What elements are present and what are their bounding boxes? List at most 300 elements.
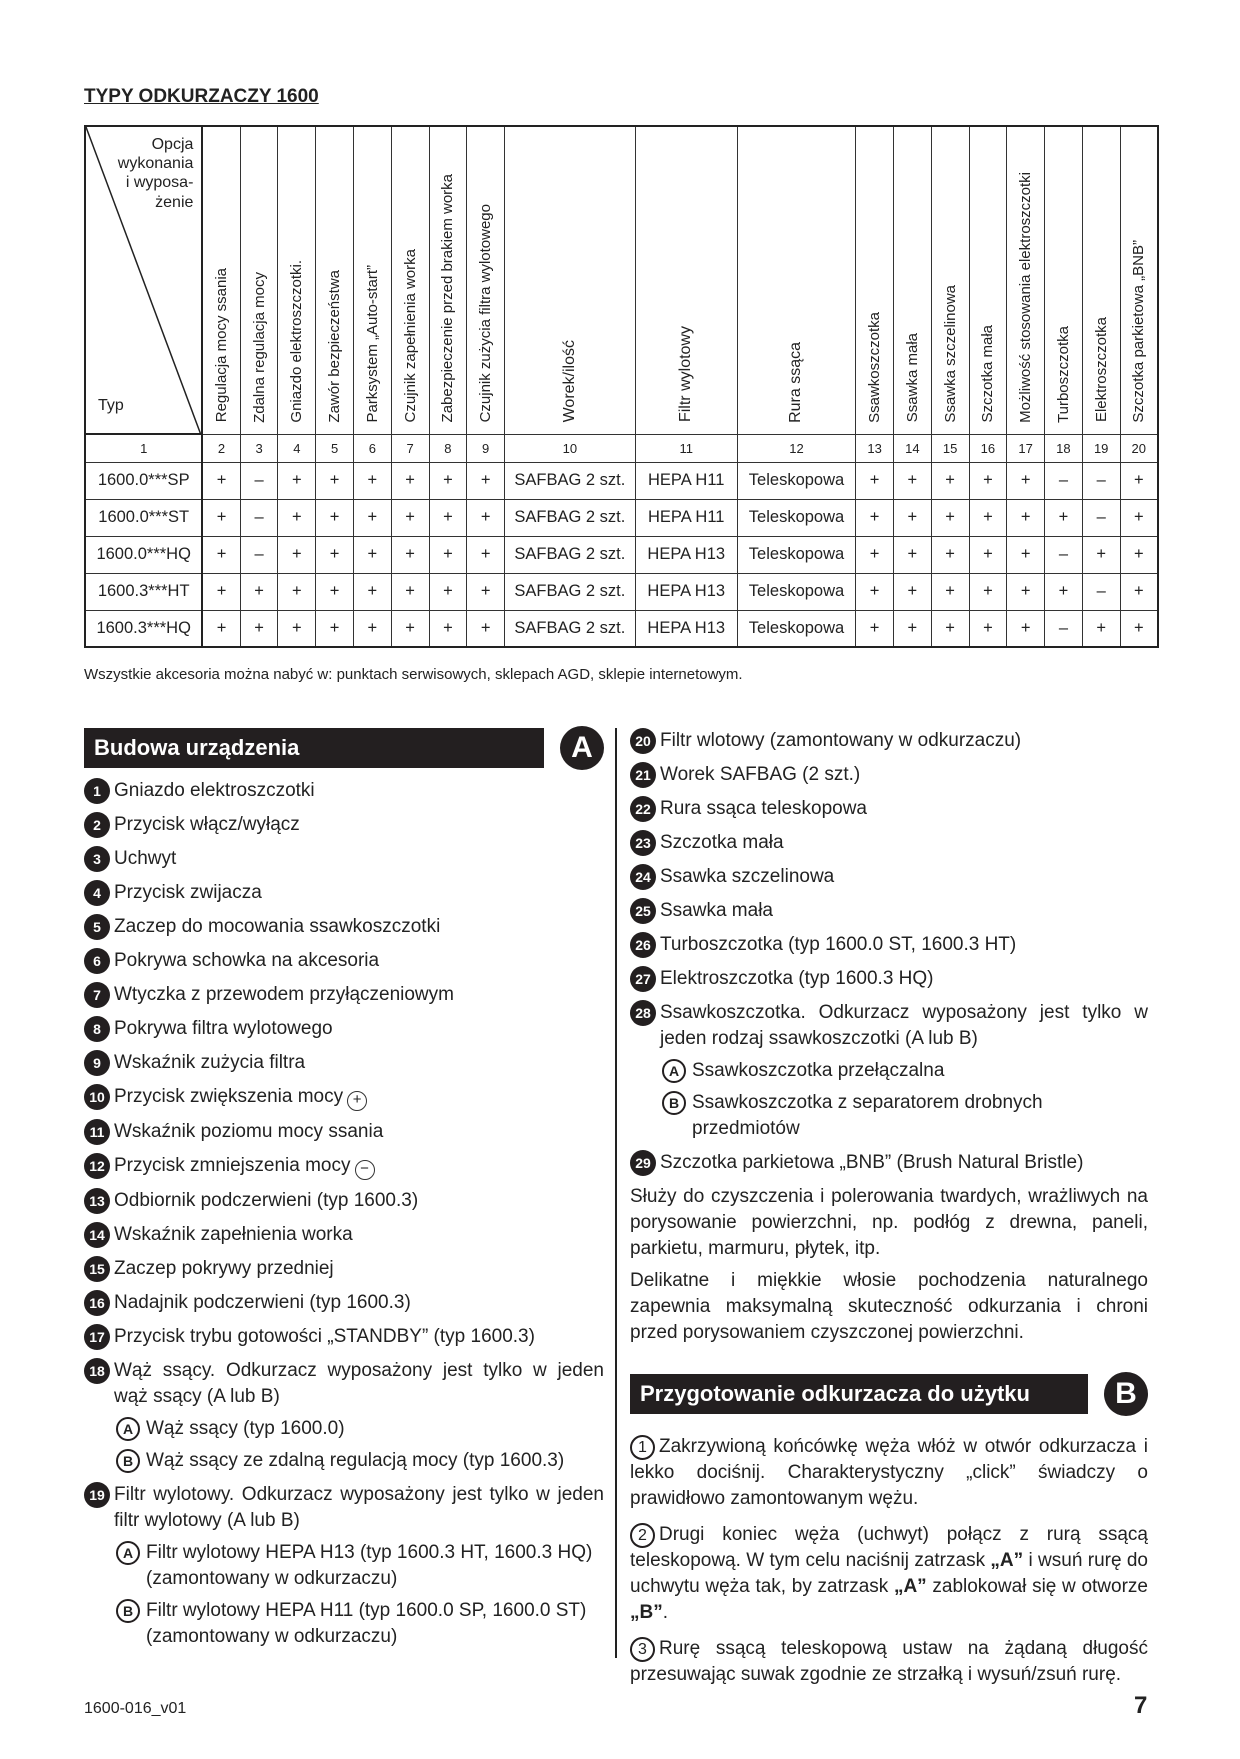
column-header-label: Rura ssąca xyxy=(787,341,805,423)
part-item xyxy=(630,932,1148,958)
part-number-badge: 29 xyxy=(630,1150,656,1176)
part-item xyxy=(84,880,604,906)
table-cell: + xyxy=(1120,573,1158,610)
table-cell: + xyxy=(316,499,354,536)
step-3 xyxy=(630,1636,1148,1688)
column-number: 12 xyxy=(737,434,855,462)
part-item xyxy=(630,864,1148,890)
part-label-text: Elektroszczotka (typ 1600.3 HQ) xyxy=(660,968,934,989)
column-header xyxy=(893,126,931,434)
part-number-badge: 17 xyxy=(84,1324,110,1350)
part-label-text: Wskaźnik zapełnienia worka xyxy=(114,1224,353,1245)
column-number: 6 xyxy=(353,434,391,462)
table-cell: + xyxy=(931,610,969,647)
part-number-badge: 3 xyxy=(84,846,110,872)
table-cell: – xyxy=(1082,573,1120,610)
table-cell: HEPA H13 xyxy=(635,573,737,610)
part-label-text: Wskaźnik poziomu mocy ssania xyxy=(114,1121,384,1142)
part-label-text: Filtr wylotowy. Odkurzacz wyposażony jest tylko w jeden filtr wylotowy (A lub B) xyxy=(114,1484,604,1531)
table-cell: + xyxy=(931,499,969,536)
column-header xyxy=(1120,126,1158,434)
table-cell: + xyxy=(467,573,505,610)
table-cell: + xyxy=(353,499,391,536)
table-cell: – xyxy=(240,462,278,499)
section-b-title: Przygotowanie odkurzacza do użytku xyxy=(630,1374,1088,1414)
table-cell: + xyxy=(202,610,240,647)
table-row xyxy=(85,536,1158,573)
part-label xyxy=(114,1050,604,1076)
part-variant xyxy=(84,1540,604,1592)
variant-label: Wąż ssący (typ 1600.0) xyxy=(146,1418,345,1439)
latch-a-label: „A” xyxy=(893,1576,927,1597)
column-header-label: Możliwość stosowania elektroszczotki xyxy=(1017,171,1035,423)
part-label-text: Zaczep pokrywy przedniej xyxy=(114,1258,334,1279)
part-item xyxy=(630,1150,1148,1176)
table-cell: – xyxy=(1045,610,1083,647)
part-item xyxy=(630,830,1148,856)
table-corner-cell xyxy=(85,126,202,434)
part-label xyxy=(114,1153,604,1180)
part-label xyxy=(114,846,604,872)
table-cell: + xyxy=(969,573,1007,610)
column-divider xyxy=(615,728,617,1658)
column-number: 2 xyxy=(202,434,240,462)
part-number-badge: 11 xyxy=(84,1119,110,1145)
table-cell: – xyxy=(240,499,278,536)
table-row xyxy=(85,499,1158,536)
part-label-text: Przycisk trybu gotowości „STANDBY” (typ 1600.3) xyxy=(114,1326,535,1347)
step-1 xyxy=(630,1434,1148,1512)
column-number: 4 xyxy=(278,434,316,462)
corner-option-label: Opcja wykonania i wyposa- żenie xyxy=(117,136,194,211)
part-item xyxy=(84,1084,604,1111)
table-cell: SAFBAG 2 szt. xyxy=(505,499,636,536)
table-cell: + xyxy=(969,462,1007,499)
part-number-badge: 15 xyxy=(84,1256,110,1282)
column-number: 3 xyxy=(240,434,278,462)
part-number-badge: 12 xyxy=(84,1153,110,1179)
column-number: 15 xyxy=(931,434,969,462)
table-cell: HEPA H11 xyxy=(635,499,737,536)
table-number-row xyxy=(85,434,1158,462)
table-cell: + xyxy=(278,610,316,647)
part-number-badge: 26 xyxy=(630,932,656,958)
table-cell: + xyxy=(240,573,278,610)
variant-letter-badge: B xyxy=(116,1599,140,1623)
document-code: 1600-016_v01 xyxy=(84,1700,187,1717)
part-label xyxy=(660,1150,1148,1176)
part-variant xyxy=(630,1090,1148,1142)
table-cell: HEPA H13 xyxy=(635,610,737,647)
table-cell: + xyxy=(316,573,354,610)
part-number-badge: 13 xyxy=(84,1188,110,1214)
table-cell: SAFBAG 2 szt. xyxy=(505,536,636,573)
column-header xyxy=(316,126,354,434)
column-number: 7 xyxy=(391,434,429,462)
table-cell: + xyxy=(1007,573,1045,610)
table-cell: + xyxy=(278,462,316,499)
table-cell: + xyxy=(1120,462,1158,499)
part-item xyxy=(84,778,604,804)
part-label xyxy=(114,880,604,906)
part-label-text: Szczotka mała xyxy=(660,832,784,853)
table-cell: + xyxy=(893,536,931,573)
variant-label: Ssawkoszczotka z separatorem drobnych przedmiotów xyxy=(692,1092,1043,1139)
part-variant xyxy=(630,1058,1148,1084)
part-label xyxy=(114,812,604,838)
part-label-text: Przycisk zmniejszenia mocy xyxy=(114,1155,351,1176)
table-cell: + xyxy=(429,610,467,647)
column-header xyxy=(505,126,636,434)
column-header xyxy=(278,126,316,434)
table-cell: + xyxy=(316,536,354,573)
column-header-label: Zdalna regulacja mocy xyxy=(250,271,268,423)
part-number-badge: 28 xyxy=(630,1000,656,1026)
table-cell: + xyxy=(893,462,931,499)
table-cell: + xyxy=(429,573,467,610)
table-cell: + xyxy=(240,610,278,647)
section-a-badge: A xyxy=(560,726,604,770)
part-item xyxy=(84,1050,604,1076)
table-cell: + xyxy=(278,573,316,610)
part-item xyxy=(84,948,604,974)
part-label xyxy=(114,1324,604,1350)
column-header-label: Turboszczotka xyxy=(1054,325,1072,423)
column-number: 10 xyxy=(505,434,636,462)
table-header-row xyxy=(85,126,1158,434)
table-cell: SAFBAG 2 szt. xyxy=(505,573,636,610)
part-label-text: Ssawkoszczotka. Odkurzacz wyposażony jest tylko w jeden rodzaj ssawkoszczotki (A lub B) xyxy=(660,1002,1148,1049)
part-number-badge: 5 xyxy=(84,914,110,940)
table-cell: + xyxy=(1120,536,1158,573)
latch-a-label: „A” xyxy=(990,1550,1024,1571)
model-type-cell: 1600.0***SP xyxy=(85,462,202,499)
column-header xyxy=(931,126,969,434)
part-number-badge: 19 xyxy=(84,1482,110,1508)
table-cell: + xyxy=(202,536,240,573)
part-item xyxy=(84,1188,604,1214)
table-cell: + xyxy=(278,536,316,573)
column-header-label: Czujnik zużycia filtra wylotowego xyxy=(477,204,495,423)
column-number: 19 xyxy=(1082,434,1120,462)
table-cell: – xyxy=(1082,499,1120,536)
table-cell: + xyxy=(202,499,240,536)
table-cell: + xyxy=(1007,536,1045,573)
column-header-label: Ssawkoszczotka xyxy=(866,311,884,423)
part-item xyxy=(84,1324,604,1350)
table-cell: HEPA H13 xyxy=(635,536,737,573)
table-cell: + xyxy=(467,610,505,647)
column-number: 18 xyxy=(1045,434,1083,462)
table-cell: + xyxy=(316,462,354,499)
parts-list-a-continued xyxy=(630,728,1148,1176)
part-item xyxy=(84,1016,604,1042)
part-label-text: Uchwyt xyxy=(114,848,177,869)
table-cell: Teleskopowa xyxy=(737,573,855,610)
part-label-text: Zaczep do mocowania ssawkoszczotki xyxy=(114,916,441,937)
variant-label: Filtr wylotowy HEPA H13 (typ 1600.3 HT, 1600.3 HQ) (zamontowany w odkurzaczu) xyxy=(146,1542,593,1589)
right-column xyxy=(630,728,1148,1688)
part-number-badge: 8 xyxy=(84,1016,110,1042)
column-header-label: Filtr wylotowy xyxy=(677,326,695,423)
column-number: 20 xyxy=(1120,434,1158,462)
variant-letter-badge: B xyxy=(662,1091,686,1115)
variant-letter-badge: B xyxy=(116,1449,140,1473)
part-label xyxy=(660,1000,1148,1052)
part-label-text: Odbiornik podczerwieni (typ 1600.3) xyxy=(114,1190,419,1211)
table-cell: + xyxy=(467,499,505,536)
variant-letter-badge: A xyxy=(116,1541,140,1565)
part-label-text: Gniazdo elektroszczotki xyxy=(114,780,315,801)
part-label-text: Przycisk włącz/wyłącz xyxy=(114,814,300,835)
section-a-header xyxy=(84,728,604,768)
column-number: 13 xyxy=(856,434,894,462)
part-item xyxy=(84,846,604,872)
part-label xyxy=(660,762,1148,788)
table-cell: + xyxy=(969,499,1007,536)
part-label xyxy=(114,914,604,940)
part-label-text: Ssawka mała xyxy=(660,900,773,921)
table-cell: + xyxy=(931,462,969,499)
table-cell: + xyxy=(391,499,429,536)
part-label-text: Nadajnik podczerwieni (typ 1600.3) xyxy=(114,1292,411,1313)
part-label-text: Wtyczka z przewodem przyłączeniowym xyxy=(114,984,454,1005)
part-item xyxy=(84,982,604,1008)
table-note: Wszystkie akcesoria można nabyć w: punktach serwisowych, sklepach AGD, sklepie internetowym. xyxy=(84,666,743,683)
page-number: 7 xyxy=(1134,1692,1148,1719)
section-b-header xyxy=(630,1374,1148,1414)
table-row xyxy=(85,610,1158,647)
part-label-text: Rura ssąca teleskopowa xyxy=(660,798,867,819)
parts-list-a xyxy=(84,778,604,1650)
table-cell: HEPA H11 xyxy=(635,462,737,499)
column-header xyxy=(856,126,894,434)
column-number: 5 xyxy=(316,434,354,462)
part-number-badge: 7 xyxy=(84,982,110,1008)
table-cell: – xyxy=(1045,536,1083,573)
part-number-badge: 1 xyxy=(84,778,110,804)
column-number: 11 xyxy=(635,434,737,462)
part-label xyxy=(660,932,1148,958)
table-cell: + xyxy=(1082,536,1120,573)
column-header-label: Parksystem „Auto-start” xyxy=(363,264,381,423)
table-cell: + xyxy=(969,610,1007,647)
step-text: Rurę ssącą teleskopową ustaw na żądaną długość przesuwając suwak zgodnie ze strzałką i wysuń/zsuń rurę. xyxy=(630,1638,1148,1685)
column-header-label: Gniazdo elektroszczotki. xyxy=(288,259,306,423)
step-text: i wsuń rurę do uchwytu węża tak, by zatrzask xyxy=(630,1550,1148,1597)
part-number-badge: 10 xyxy=(84,1084,110,1110)
part-label-text: Przycisk zwiększenia mocy xyxy=(114,1086,344,1107)
column-header-label: Elektroszczotka xyxy=(1092,317,1110,423)
part-label xyxy=(114,1290,604,1316)
part-item xyxy=(84,1290,604,1316)
part-label-text: Filtr wlotowy (zamontowany w odkurzaczu) xyxy=(660,730,1022,751)
table-cell: + xyxy=(429,499,467,536)
model-type-cell: 1600.3***HQ xyxy=(85,610,202,647)
part-variant xyxy=(84,1448,604,1474)
variant-label: Filtr wylotowy HEPA H11 (typ 1600.0 SP, 1600.0 ST) (zamontowany w odkurzaczu) xyxy=(146,1600,587,1647)
bnb-description-2: Delikatne i miękkie włosie pochodzenia naturalnego zapewnia maksymalną skuteczność odkurzania i chroni przed porysowaniem czyszczonej powierzchni. xyxy=(630,1270,1148,1343)
part-number-badge: 27 xyxy=(630,966,656,992)
hole-b-label: „B” xyxy=(630,1602,663,1623)
section-a-title: Budowa urządzenia xyxy=(84,728,544,768)
table-cell: + xyxy=(931,536,969,573)
table-cell: + xyxy=(856,573,894,610)
table-cell: + xyxy=(278,499,316,536)
table-cell: + xyxy=(856,499,894,536)
part-label-text: Wskaźnik zużycia filtra xyxy=(114,1052,306,1073)
part-number-badge: 25 xyxy=(630,898,656,924)
plus-circle-icon: + xyxy=(347,1091,367,1111)
step-text: . xyxy=(662,1602,669,1623)
part-item xyxy=(630,762,1148,788)
part-label xyxy=(114,1084,604,1111)
part-number-badge: 4 xyxy=(84,880,110,906)
table-cell: Teleskopowa xyxy=(737,499,855,536)
table-cell: + xyxy=(1120,499,1158,536)
column-number: 9 xyxy=(467,434,505,462)
table-cell: + xyxy=(931,573,969,610)
column-header-label: Zawór bezpieczeństwa xyxy=(326,269,344,423)
table-cell: + xyxy=(391,610,429,647)
table-cell: + xyxy=(893,573,931,610)
part-label xyxy=(114,1222,604,1248)
part-item xyxy=(84,812,604,838)
table-cell: + xyxy=(353,610,391,647)
step-text: zablokował się w otworze xyxy=(926,1576,1148,1597)
column-header xyxy=(635,126,737,434)
part-item xyxy=(84,1256,604,1282)
part-number-badge: 20 xyxy=(630,728,656,754)
table-row xyxy=(85,573,1158,610)
part-variant xyxy=(84,1416,604,1442)
part-number-badge: 16 xyxy=(84,1290,110,1316)
part-label-text: Szczotka parkietowa „BNB” (Brush Natural Bristle) xyxy=(660,1152,1084,1173)
table-cell: + xyxy=(1007,610,1045,647)
column-header xyxy=(1007,126,1045,434)
column-number: 14 xyxy=(893,434,931,462)
table-cell: + xyxy=(1120,610,1158,647)
table-cell: SAFBAG 2 szt. xyxy=(505,610,636,647)
table-cell: + xyxy=(1007,499,1045,536)
part-item xyxy=(630,898,1148,924)
model-type-cell: 1600.0***HQ xyxy=(85,536,202,573)
column-header-label: Szczotka parkietowa „BNB” xyxy=(1130,239,1148,423)
part-number-badge: 6 xyxy=(84,948,110,974)
part-number-badge: 14 xyxy=(84,1222,110,1248)
part-number-badge: 23 xyxy=(630,830,656,856)
table-cell: + xyxy=(1045,499,1083,536)
table-cell: – xyxy=(1045,462,1083,499)
column-header-label: Regulacja mocy ssania xyxy=(213,268,231,423)
column-header xyxy=(353,126,391,434)
column-number: 8 xyxy=(429,434,467,462)
part-label xyxy=(114,1119,604,1145)
part-label xyxy=(660,864,1148,890)
table-cell: – xyxy=(1082,462,1120,499)
page-heading: TYPY ODKURZACZY 1600 xyxy=(84,86,319,107)
column-header xyxy=(1045,126,1083,434)
column-header xyxy=(467,126,505,434)
part-label xyxy=(114,778,604,804)
variant-label: Ssawkoszczotka przełączalna xyxy=(692,1060,945,1081)
part-label xyxy=(114,948,604,974)
table-cell: + xyxy=(429,536,467,573)
part-item xyxy=(84,1119,604,1145)
table-cell: + xyxy=(316,610,354,647)
part-label xyxy=(660,898,1148,924)
part-item xyxy=(84,1222,604,1248)
part-item xyxy=(84,914,604,940)
column-header xyxy=(202,126,240,434)
variant-label: Wąż ssący ze zdalną regulacją mocy (typ 1600.3) xyxy=(146,1450,565,1471)
table-cell: SAFBAG 2 szt. xyxy=(505,462,636,499)
part-item xyxy=(630,796,1148,822)
table-cell: + xyxy=(856,536,894,573)
part-label-text: Turboszczotka (typ 1600.0 ST, 1600.3 HT) xyxy=(660,934,1017,955)
table-cell: + xyxy=(856,610,894,647)
part-label-text: Wąż ssący. Odkurzacz wyposażony jest tylko w jeden wąż ssący (A lub B) xyxy=(114,1360,604,1407)
step-2 xyxy=(630,1522,1148,1626)
part-label xyxy=(114,1016,604,1042)
table-cell: + xyxy=(353,573,391,610)
variant-letter-badge: A xyxy=(662,1059,686,1083)
table-cell: + xyxy=(1082,610,1120,647)
part-item xyxy=(84,1153,604,1180)
table-cell: + xyxy=(1007,462,1045,499)
part-number-badge: 18 xyxy=(84,1358,110,1384)
table-cell: + xyxy=(391,536,429,573)
column-header-label: Worek/ilość xyxy=(560,340,578,423)
part-item xyxy=(84,1482,604,1534)
part-number-badge: 24 xyxy=(630,864,656,890)
table-cell: Teleskopowa xyxy=(737,610,855,647)
column-header-label: Czujnik zapełnienia worka xyxy=(401,249,419,423)
column-number: 17 xyxy=(1007,434,1045,462)
bnb-description-1: Służy do czyszczenia i polerowania twardych, wrażliwych na porysowanie powierzchni, np. podłóg z drewna, paneli, parkietu, marmuru, płytek, itp. xyxy=(630,1186,1148,1259)
table-cell: + xyxy=(353,536,391,573)
part-label-text: Pokrywa schowka na akcesoria xyxy=(114,950,380,971)
table-cell: + xyxy=(467,462,505,499)
left-column xyxy=(84,728,604,1650)
table-cell: Teleskopowa xyxy=(737,462,855,499)
variant-letter-badge: A xyxy=(116,1417,140,1441)
table-row xyxy=(85,462,1158,499)
section-b-badge: B xyxy=(1104,1372,1148,1416)
column-header xyxy=(1082,126,1120,434)
table-cell: – xyxy=(240,536,278,573)
model-type-cell: 1600.3***HT xyxy=(85,573,202,610)
column-header xyxy=(737,126,855,434)
corner-type-label: Typ xyxy=(98,397,124,414)
column-number: 1 xyxy=(85,434,202,462)
part-number-badge: 2 xyxy=(84,812,110,838)
table-cell: Teleskopowa xyxy=(737,536,855,573)
column-header-label: Zabezpieczenie przed brakiem worka xyxy=(439,174,457,423)
part-number-badge: 22 xyxy=(630,796,656,822)
column-header xyxy=(240,126,278,434)
part-label-text: Ssawka szczelinowa xyxy=(660,866,835,887)
table-cell: + xyxy=(467,536,505,573)
part-item xyxy=(84,1358,604,1410)
part-number-badge: 21 xyxy=(630,762,656,788)
table-cell: + xyxy=(1045,573,1083,610)
minus-circle-icon: − xyxy=(355,1160,375,1180)
part-label xyxy=(114,1358,604,1410)
part-item xyxy=(630,966,1148,992)
part-label xyxy=(114,1188,604,1214)
table-cell: + xyxy=(893,610,931,647)
